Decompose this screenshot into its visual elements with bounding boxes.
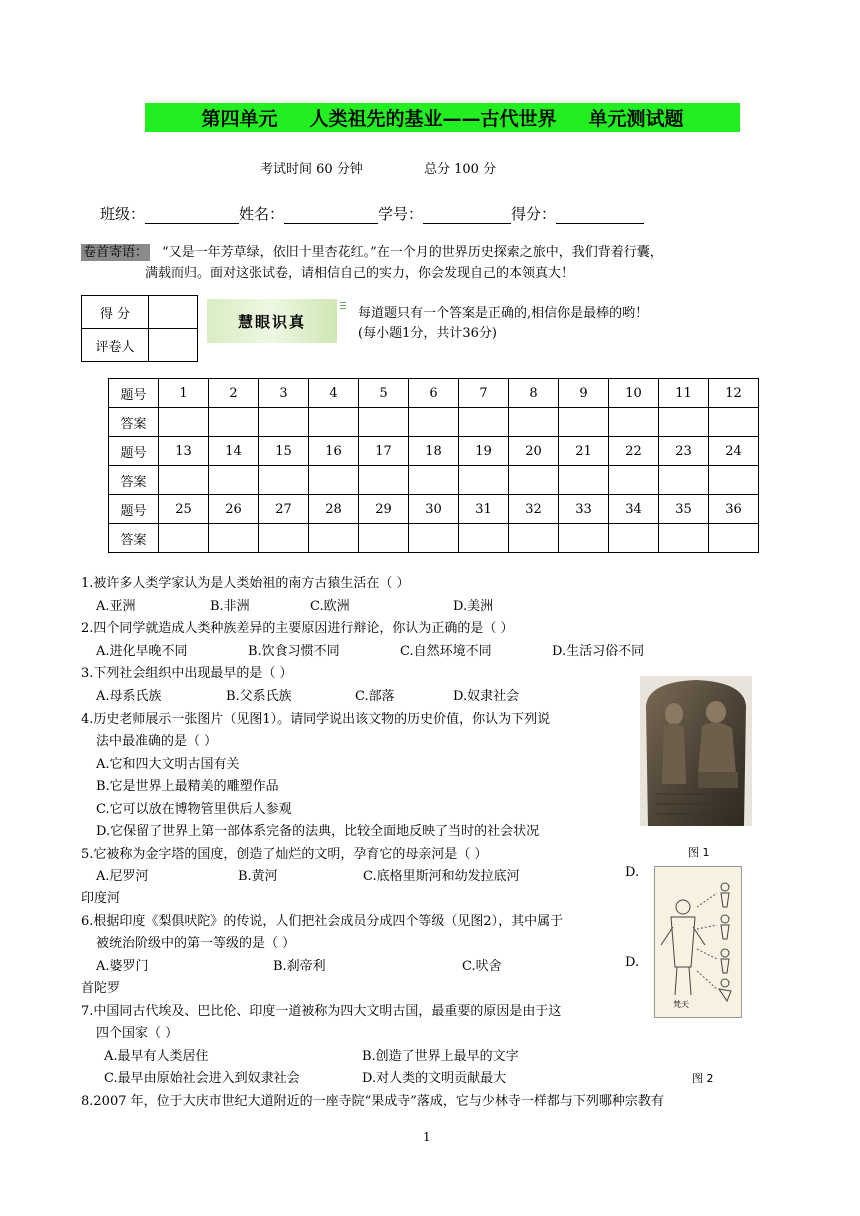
q-num: 20 — [509, 437, 559, 466]
q2-opt-d[interactable]: D.生活习俗不同 — [552, 644, 645, 659]
answer-cell[interactable] — [159, 408, 209, 437]
table-row — [109, 495, 759, 524]
student-info-row — [100, 203, 644, 224]
q3-opt-a[interactable]: A.母系氏族 — [96, 689, 162, 704]
answer-cell[interactable] — [709, 408, 759, 437]
q-num: 7 — [459, 379, 509, 408]
q5-opt-c[interactable]: C.底格里斯河和幼发拉底河 — [363, 869, 520, 884]
answer-table — [108, 378, 759, 553]
answer-cell[interactable] — [509, 466, 559, 495]
q-num: 3 — [259, 379, 309, 408]
answer-cell[interactable] — [309, 524, 359, 553]
q-num: 27 — [259, 495, 309, 524]
table-row — [109, 408, 759, 437]
q7-opt-a[interactable]: A.最早有人类居住 — [104, 1049, 209, 1064]
q5-stem: 5.它被称为金字塔的国度，创造了灿烂的文明，孕育它的母亲河是（ ） — [81, 847, 488, 862]
q6-opt-a[interactable]: A.婆罗门 — [96, 959, 149, 974]
answer-cell[interactable] — [609, 408, 659, 437]
q6-opt-d-prefix[interactable]: D. — [625, 955, 640, 970]
q2-opt-c[interactable]: C.自然环境不同 — [400, 644, 492, 659]
answer-cell[interactable] — [559, 408, 609, 437]
answer-cell[interactable] — [209, 466, 259, 495]
answer-cell[interactable] — [209, 524, 259, 553]
q6-stem-2: 被统治阶级中的第一等级的是（ ） — [96, 936, 296, 951]
intro-tag: 卷首寄语： — [83, 245, 149, 260]
answer-cell[interactable] — [509, 524, 559, 553]
figure-2-label: 梵天 — [673, 1000, 689, 1009]
q-num: 1 — [159, 379, 209, 408]
answer-cell[interactable] — [309, 408, 359, 437]
q5-opt-d-prefix[interactable]: D. — [625, 865, 640, 880]
answer-cell[interactable] — [259, 466, 309, 495]
answer-cell[interactable] — [309, 466, 359, 495]
class-field[interactable] — [145, 208, 239, 224]
q-num: 5 — [359, 379, 409, 408]
q4-opt-d[interactable]: D.它保留了世界上第一部体系完备的法典，比较全面地反映了当时的社会状况 — [96, 824, 540, 839]
q7-opt-b[interactable]: B.创造了世界上最早的文字 — [362, 1049, 519, 1064]
table-row — [109, 437, 759, 466]
q1-opt-c[interactable]: C.欧洲 — [310, 599, 350, 614]
exam-total: 总分 100 分 — [424, 162, 497, 177]
class-label: 班级： — [100, 205, 146, 223]
q6-opt-c[interactable]: C.吠舍 — [462, 959, 502, 974]
answer-cell[interactable] — [509, 408, 559, 437]
table-row — [109, 524, 759, 553]
score-field[interactable] — [556, 208, 644, 224]
q5-opt-d-text[interactable]: 印度河 — [81, 891, 121, 906]
answer-cell[interactable] — [409, 408, 459, 437]
q1-opt-b[interactable]: B.非洲 — [210, 599, 250, 614]
q-label: 题号 — [109, 379, 159, 408]
answer-cell[interactable] — [359, 524, 409, 553]
answer-cell[interactable] — [259, 408, 309, 437]
q3-opt-d[interactable]: D.奴隶社会 — [453, 689, 520, 704]
table-row — [109, 379, 759, 408]
q4-opt-a[interactable]: A.它和四大文明古国有关 — [96, 757, 240, 772]
name-field[interactable] — [284, 208, 378, 224]
answer-cell[interactable] — [609, 466, 659, 495]
q-num: 15 — [259, 437, 309, 466]
number-label: 学号： — [378, 205, 424, 223]
answer-cell[interactable] — [409, 466, 459, 495]
banner-corner-icon — [340, 300, 346, 310]
answer-cell[interactable] — [609, 524, 659, 553]
q-num: 28 — [309, 495, 359, 524]
page-title — [145, 103, 740, 132]
answer-cell[interactable] — [359, 466, 409, 495]
answer-cell[interactable] — [459, 408, 509, 437]
score-box-grader-cell[interactable] — [149, 329, 198, 362]
q7-stem-2: 四个国家（ ） — [96, 1026, 179, 1041]
q4-stem-2: 法中最准确的是（ ） — [96, 734, 218, 749]
q-num: 35 — [659, 495, 709, 524]
figure-2-caption: 图 2 — [692, 1072, 714, 1085]
q-num: 21 — [559, 437, 609, 466]
section-banner: 慧眼识真 — [207, 299, 337, 343]
figure-1-stele-image — [640, 676, 752, 826]
answer-cell[interactable] — [409, 524, 459, 553]
q7-opt-c[interactable]: C.最早由原始社会进入到奴隶社会 — [104, 1071, 300, 1086]
answer-cell[interactable] — [459, 466, 509, 495]
intro-line1 — [81, 241, 663, 260]
exam-time: 考试时间 60 分钟 — [260, 162, 363, 177]
q-num: 6 — [409, 379, 459, 408]
q2-opt-a[interactable]: A.进化早晚不同 — [96, 644, 188, 659]
q-label: 题号 — [109, 437, 159, 466]
score-box-score-label: 得 分 — [82, 296, 149, 329]
intro-text1: “又是一年芳草绿，依旧十里杏花红。”在一个月的世界历史探索之旅中，我们背着行囊， — [162, 245, 663, 260]
q1-stem: 1.被许多人类学家认为是人类始祖的南方古猿生活在（ ） — [81, 576, 410, 591]
number-field[interactable] — [423, 208, 511, 224]
section-desc2: (每小题1分，共计36分) — [358, 326, 497, 341]
answer-cell[interactable] — [159, 466, 209, 495]
q-num: 13 — [159, 437, 209, 466]
answer-cell[interactable] — [659, 524, 709, 553]
answer-cell[interactable] — [709, 466, 759, 495]
q-num: 25 — [159, 495, 209, 524]
q8-stem: 8.2007 年，位于大庆市世纪大道附近的一座寺院“果成寺”落成，它与少林寺一样都与下列哪种宗教有 — [81, 1094, 664, 1109]
q-num: 2 — [209, 379, 259, 408]
score-label: 得分： — [511, 205, 557, 223]
answer-cell[interactable] — [459, 524, 509, 553]
answer-cell[interactable] — [709, 524, 759, 553]
figure-1-caption: 图 1 — [688, 846, 710, 859]
q7-opt-d[interactable]: D.对人类的文明贡献最大 — [362, 1071, 507, 1086]
a-label: 答案 — [109, 524, 159, 553]
q-num: 22 — [609, 437, 659, 466]
q2-stem: 2.四个同学就造成人类种族差异的主要原因进行辩论，你认为正确的是（ ） — [81, 621, 514, 636]
q-label: 题号 — [109, 495, 159, 524]
answer-cell[interactable] — [559, 466, 609, 495]
q-num: 17 — [359, 437, 409, 466]
q-num: 32 — [509, 495, 559, 524]
q2-opt-b[interactable]: B.饮食习惯不同 — [248, 644, 340, 659]
q4-opt-c[interactable]: C.它可以放在博物管里供后人参观 — [96, 802, 292, 817]
title-part2: 人类祖先的基业——古代世界 — [309, 108, 557, 130]
q-num: 10 — [609, 379, 659, 408]
answer-cell[interactable] — [259, 524, 309, 553]
q-num: 29 — [359, 495, 409, 524]
answer-cell[interactable] — [209, 408, 259, 437]
q6-opt-b[interactable]: B.刹帝利 — [273, 959, 326, 974]
q-num: 30 — [409, 495, 459, 524]
q-num: 14 — [209, 437, 259, 466]
q-num: 9 — [559, 379, 609, 408]
q6-stem-1: 6.根据印度《梨俱吠陀》的传说，人们把社会成员分成四个等级（见图2），其中属于 — [81, 914, 564, 929]
answer-cell[interactable] — [659, 408, 709, 437]
q-num: 12 — [709, 379, 759, 408]
answer-cell[interactable] — [359, 408, 409, 437]
title-part3: 单元测试题 — [588, 108, 684, 130]
q1-opt-d[interactable]: D.美洲 — [453, 599, 494, 614]
a-label: 答案 — [109, 408, 159, 437]
q-num: 19 — [459, 437, 509, 466]
q5-opt-b[interactable]: B.黄河 — [238, 869, 278, 884]
q4-opt-b[interactable]: B.它是世界上最精美的雕塑作品 — [96, 779, 279, 794]
q7-stem-1: 7.中国同古代埃及、巴比伦、印度一道被称为四大文明古国，最重要的原因是由于这 — [81, 1004, 562, 1019]
section-desc1: 每道题只有一个答案是正确的,相信你是最棒的哟！ — [358, 306, 649, 321]
q1-opt-a[interactable]: A.亚洲 — [96, 599, 136, 614]
q-num: 23 — [659, 437, 709, 466]
q-num: 18 — [409, 437, 459, 466]
q-num: 31 — [459, 495, 509, 524]
q3-stem: 3.下列社会组织中出现最早的是（ ） — [81, 666, 293, 681]
table-row — [109, 466, 759, 495]
q-num: 4 — [309, 379, 359, 408]
name-label: 姓名： — [239, 205, 285, 223]
q-num: 36 — [709, 495, 759, 524]
q-num: 33 — [559, 495, 609, 524]
answer-cell[interactable] — [559, 524, 609, 553]
q6-opt-d-text[interactable]: 首陀罗 — [81, 981, 121, 996]
answer-cell[interactable] — [159, 524, 209, 553]
score-box — [81, 295, 198, 362]
figure-2-caste-image — [654, 866, 742, 1018]
score-box-grader-label: 评卷人 — [82, 329, 149, 362]
intro-text2: 满载而归。面对这张试卷，请相信自己的实力，你会发现自己的本领真大！ — [145, 266, 575, 281]
q-num: 26 — [209, 495, 259, 524]
q5-opt-a[interactable]: A.尼罗河 — [96, 869, 149, 884]
q-num: 34 — [609, 495, 659, 524]
q3-opt-b[interactable]: B.父系氏族 — [226, 689, 292, 704]
page-number: 1 — [423, 1130, 431, 1144]
answer-cell[interactable] — [659, 466, 709, 495]
a-label: 答案 — [109, 466, 159, 495]
q-num: 8 — [509, 379, 559, 408]
score-box-score-cell[interactable] — [149, 296, 198, 329]
q-num: 11 — [659, 379, 709, 408]
q-num: 16 — [309, 437, 359, 466]
q-num: 24 — [709, 437, 759, 466]
q3-opt-c[interactable]: C.部落 — [355, 689, 395, 704]
title-part1: 第四单元 — [201, 108, 278, 130]
q4-stem-1: 4.历史老师展示一张图片（见图1）。请同学说出该文物的历史价值，你认为下列说 — [81, 712, 551, 727]
